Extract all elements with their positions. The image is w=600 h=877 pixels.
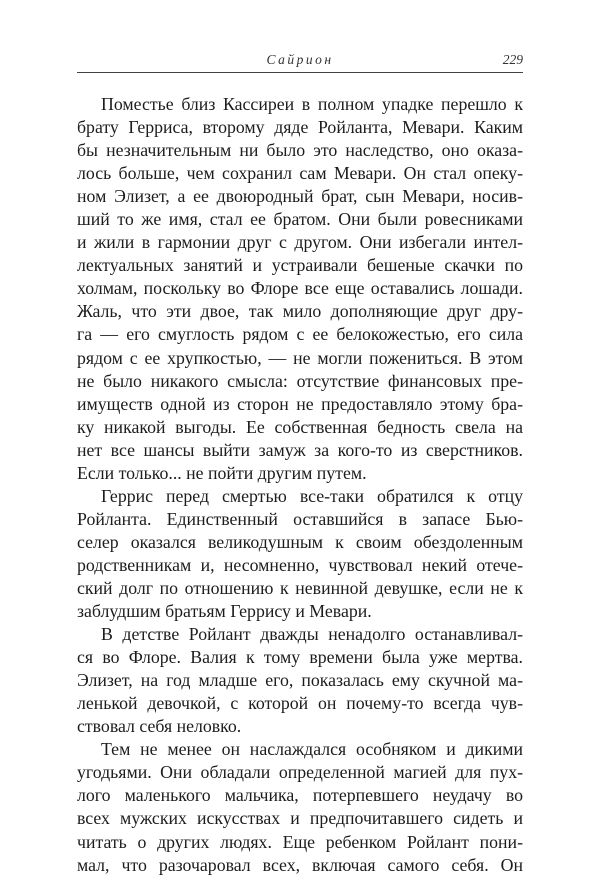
text-line: ку никакой выгоды. Ее собственная бедность свела на — [77, 416, 523, 437]
text-line: селер оказался великодушным к своим обездоленным — [77, 531, 523, 552]
page-number: 229 — [502, 52, 523, 67]
text-line: угодьями. Они обладали определенной магией для пух- — [77, 762, 523, 783]
text-line: и жили в гармонии друг с другом. Они избегали интел- — [77, 232, 523, 253]
text-line: всех мужских искусствах и предпочитавшего сидеть и — [77, 808, 523, 829]
text-line: ствовал себя неловко. — [77, 716, 242, 737]
text-line: брату Герриса, второму дяде Ройланта, Мевари. Каким — [77, 117, 523, 138]
text-line: лектуальных занятий и устраивали бешеные скачки по — [77, 255, 523, 276]
text-line: В детстве Ройлант дважды ненадолго останавливал- — [101, 624, 523, 645]
paragraph — [77, 93, 523, 485]
paragraph — [77, 738, 523, 876]
paragraph — [77, 485, 523, 623]
text-line: Если только... не пойти другим путем. — [77, 462, 367, 483]
text-line: лось больше, чем сохранил сам Мевари. Он стал опеку- — [77, 163, 523, 184]
text-line: ший то же имя, стал ее братом. Они были ровесниками — [77, 209, 523, 230]
text-line: ся во Флоре. Валия к тому времени была уже мертва. — [77, 647, 523, 668]
paragraph — [77, 623, 523, 738]
running-title: Сайрион — [266, 52, 334, 67]
text-line: ном Элизет, а ее двоюродный брат, сын Мевари, носив- — [77, 186, 523, 207]
text-line: ский долг по отношению к невинной девушке, если не к — [77, 577, 523, 598]
text-line: мал, что разочаровал всех, включая самого себя. Он — [77, 854, 523, 875]
text-line: нет все шансы выйти замуж за кого-то из сверстников. — [77, 439, 523, 460]
body-text — [77, 93, 523, 877]
header-rule — [77, 72, 523, 73]
text-line: не было никакого смысла: отсутствие финансовых пре- — [77, 370, 523, 391]
text-line: Геррис перед смертью все-таки обратился к отцу — [101, 485, 523, 506]
text-line: ленькой девочкой, с которой он почему-то всегда чув- — [77, 693, 523, 714]
text-line: лого маленького мальчика, потерпевшего неудачу во — [77, 785, 523, 806]
text-line: имуществ одной из сторон не предоставляло этому бра- — [77, 393, 523, 414]
text-line: Тем не менее он наслаждался особняком и дикими — [101, 739, 523, 760]
text-line: Жаль, что эти двое, так мило дополняющие друг дру- — [77, 301, 523, 322]
text-line: га — его смуглость рядом с ее белокожестью, его сила — [77, 324, 523, 345]
text-line: Поместье близ Кассиреи в полном упадке перешло к — [101, 94, 523, 114]
text-line: Элизет, на год младше его, показалась ему скучной ма- — [77, 670, 523, 691]
text-line: родственникам и, несомненно, чувствовал некий отече- — [77, 554, 523, 575]
text-line: бы незначительным ни было это наследство, оно оказа- — [77, 140, 523, 161]
text-line: рядом с ее хрупкостью, — не могли пожениться. В этом — [77, 347, 523, 368]
text-line: холмам, поскольку во Флоре все еще оставались лошади. — [77, 278, 523, 299]
text-line: читать о других людях. Еще ребенком Ройлант пони- — [77, 831, 523, 852]
text-line: заблудшим братьям Геррису и Мевари. — [77, 601, 372, 622]
text-line: Ройланта. Единственный оставшийся в запасе Бью- — [77, 508, 523, 529]
